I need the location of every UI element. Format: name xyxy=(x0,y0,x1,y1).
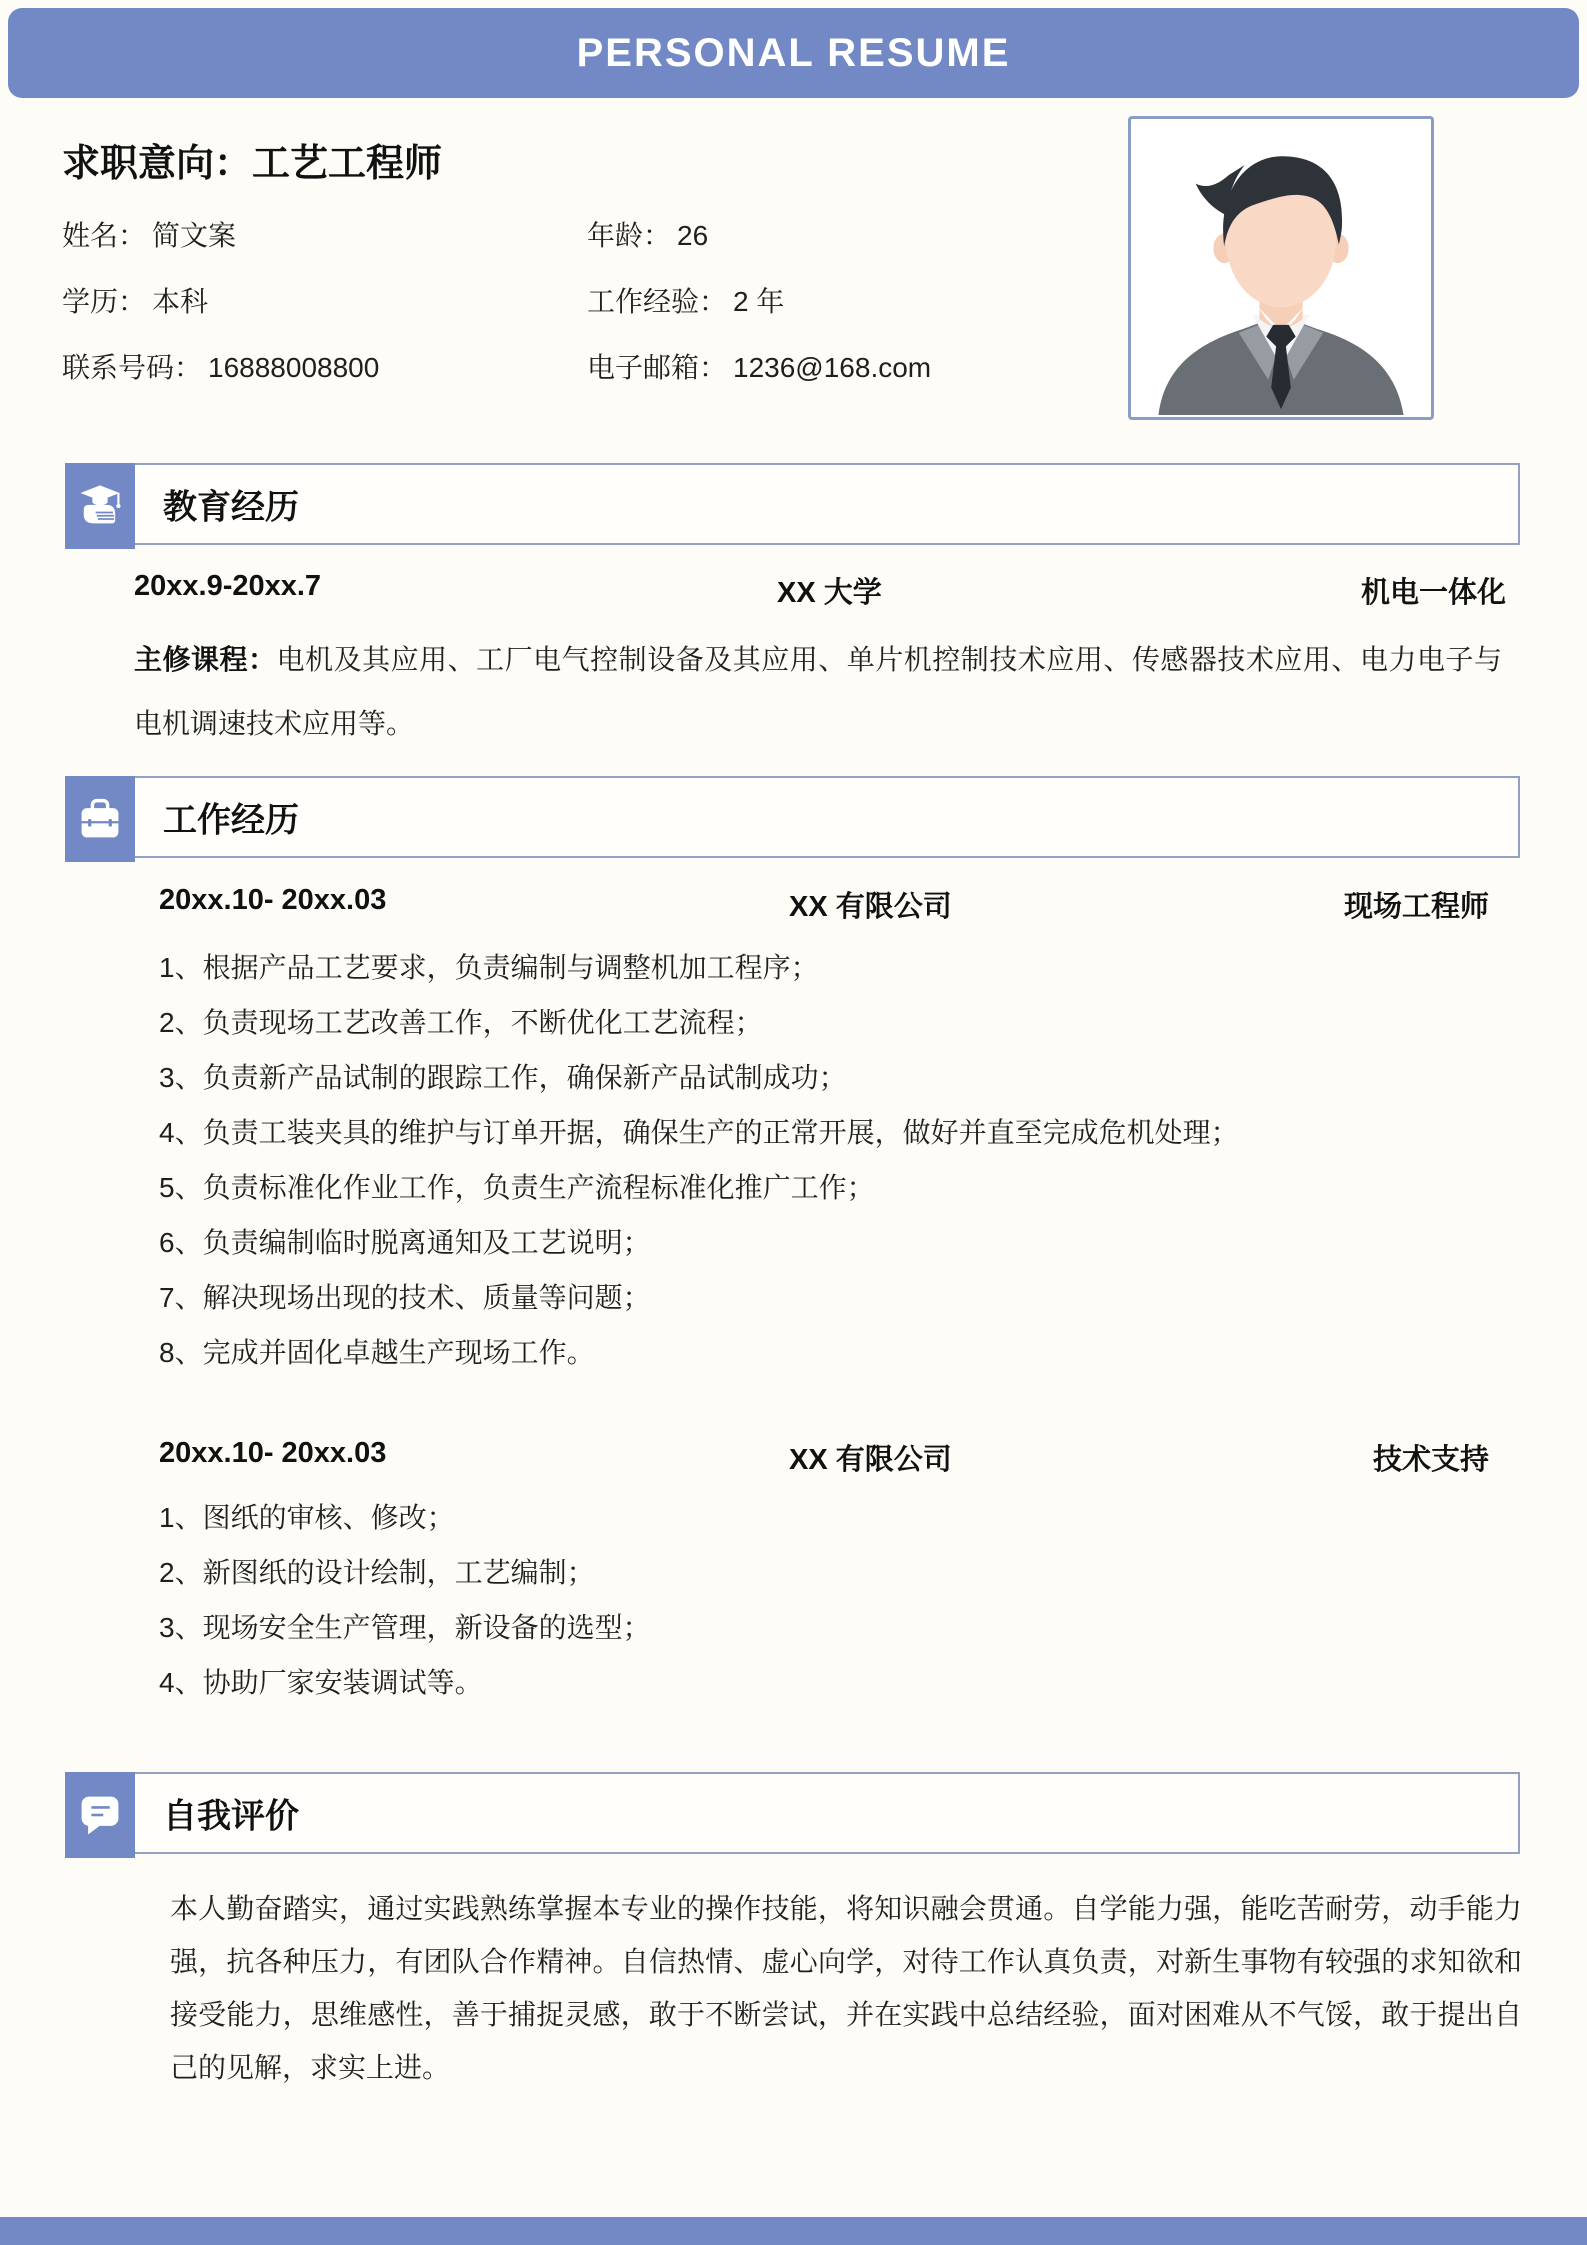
job1-duty-8: 8、完成并固化卓越生产现场工作。 xyxy=(159,1337,595,1368)
chat-bubble-icon xyxy=(74,1789,126,1841)
job1-duty-2: 2、负责现场工艺改善工作，不断优化工艺流程； xyxy=(159,1007,763,1038)
work-job1-row xyxy=(159,884,1489,928)
job1-duty-list xyxy=(159,940,1489,1380)
field-education-label: 学历： xyxy=(62,286,147,317)
field-phone-label: 联系号码： xyxy=(62,352,203,383)
job2-duty-list xyxy=(159,1490,1489,1710)
resume-banner xyxy=(8,8,1579,98)
footer-accent-bar xyxy=(0,2217,1587,2245)
section-header-work xyxy=(65,776,1520,858)
section-header-self-evaluation xyxy=(65,1772,1520,1854)
job2-company: XX 有限公司 xyxy=(789,1444,952,1476)
job2-duty-2: 2、新图纸的设计绘制，工艺编制； xyxy=(159,1557,595,1588)
section-title-education: 教育经历 xyxy=(163,488,299,527)
field-email xyxy=(587,346,1122,412)
field-name-value: 简文案 xyxy=(152,220,237,251)
education-major: 机电一体化 xyxy=(1360,577,1506,609)
field-experience-value: 2 年 xyxy=(733,286,785,317)
job2-position: 技术支持 xyxy=(1372,1444,1489,1476)
job1-duty-1: 1、根据产品工艺要求，负责编制与调整机加工程序； xyxy=(159,952,819,983)
field-name-label: 姓名： xyxy=(62,220,147,251)
field-experience xyxy=(587,280,1122,346)
briefcase-icon xyxy=(74,793,126,845)
work-job2-row xyxy=(159,1437,1489,1481)
field-age xyxy=(587,214,1122,280)
field-education-value: 本科 xyxy=(152,286,209,317)
courses-text: 电机及其应用、工厂电气控制设备及其应用、单片机控制技术应用、传感器技术应用、电力电子与电机调速技术应用等。 xyxy=(134,644,1502,739)
job1-duty-3: 3、负责新产品试制的跟踪工作，确保新产品试制成功； xyxy=(159,1062,847,1093)
education-period: 20xx.9-20xx.7 xyxy=(134,570,322,602)
education-icon-box xyxy=(65,463,135,549)
education-school: XX 大学 xyxy=(777,577,882,609)
section-title-work: 工作经历 xyxy=(163,801,299,840)
education-courses xyxy=(134,628,1502,756)
profile-photo xyxy=(1128,116,1434,420)
field-email-label: 电子邮箱： xyxy=(587,352,728,383)
section-title-self-evaluation: 自我评价 xyxy=(163,1797,299,1836)
field-phone-value: 16888008800 xyxy=(208,352,380,383)
job-intention-title: 求职意向：工艺工程师 xyxy=(62,143,443,185)
field-email-value: 1236@168.com xyxy=(733,352,932,383)
courses-label: 主修课程： xyxy=(134,644,277,675)
field-age-value: 26 xyxy=(677,220,709,251)
job2-duty-1: 1、图纸的审核、修改； xyxy=(159,1502,455,1533)
job1-duty-6: 6、负责编制临时脱离通知及工艺说明； xyxy=(159,1227,651,1258)
job1-duty-5: 5、负责标准化作业工作，负责生产流程标准化推广工作； xyxy=(159,1172,875,1203)
banner-title: PERSONAL RESUME xyxy=(576,30,1011,75)
job2-period: 20xx.10- 20xx.03 xyxy=(159,1437,387,1469)
field-age-label: 年龄： xyxy=(587,220,672,251)
job1-duty-7: 7、解决现场出现的技术、质量等问题； xyxy=(159,1282,651,1313)
job2-duty-3: 3、现场安全生产管理，新设备的选型； xyxy=(159,1612,651,1643)
field-name xyxy=(62,214,587,280)
self-evaluation-text: 本人勤奋踏实，通过实践熟练掌握本专业的操作技能，将知识融会贯通。自学能力强，能吃苦耐劳，动手能力强，抗各种压力，有团队合作精神。自信热情、虚心向学，对待工作认真负责，对新生事物有较强的求知欲和接受能力，思维感性，善于捕捉灵感，敢于不断尝试，并在实践中总结经验，面对困难从不气馁，敢于提出自己的见解，求实上进。 xyxy=(170,1893,1522,2083)
field-education xyxy=(62,280,587,346)
job1-company: XX 有限公司 xyxy=(789,891,952,923)
personal-info-grid xyxy=(62,214,1122,412)
work-content xyxy=(159,884,1489,1710)
job1-position: 现场工程师 xyxy=(1343,891,1489,923)
graduation-cap-books-icon xyxy=(74,480,126,532)
work-icon-box xyxy=(65,776,135,862)
section-header-education xyxy=(65,463,1520,545)
male-avatar-placeholder xyxy=(1131,119,1431,417)
field-experience-label: 工作经验： xyxy=(587,286,728,317)
education-content xyxy=(134,570,1506,756)
education-row xyxy=(134,570,1506,614)
job1-period: 20xx.10- 20xx.03 xyxy=(159,884,387,916)
job1-duty-4: 4、负责工装夹具的维护与订单开据，确保生产的正常开展，做好并直至完成危机处理； xyxy=(159,1117,1239,1148)
job2-duty-4: 4、协助厂家安装调试等。 xyxy=(159,1667,483,1698)
self-evaluation-icon-box xyxy=(65,1772,135,1858)
field-phone xyxy=(62,346,587,412)
